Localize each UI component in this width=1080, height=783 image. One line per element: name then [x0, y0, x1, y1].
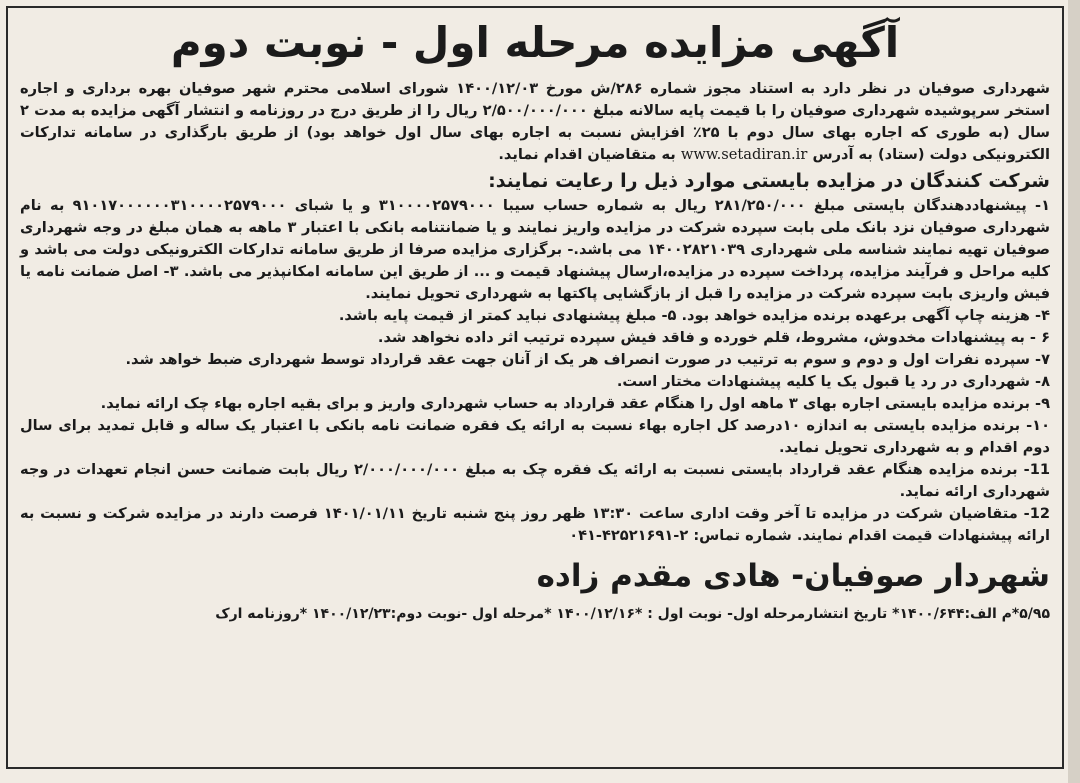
condition-item: ۶ - به پیشنهادات مخدوش، مشروط، قلم خورده و فاقد فیش سپرده ترتیب اثر داده نخواهد شد. [377, 329, 1050, 346]
condition-item: ۱۰- برنده مزایده بایستی به اندازه ۱۰درصد کل اجاره بهاء نسبت به ارائه یک فقره ضمانت نامه بانکی با اعتبار یک ساله و قابل تمدید برای سال دوم اقدام و به شهرداری تحویل نماید. [20, 417, 1050, 456]
condition-item: ۸- شهرداری در رد یا قبول یک یا کلیه پیشنهادات مختار است. [616, 373, 1050, 390]
condition-item: ۷- سپرده نفرات اول و دوم و سوم به ترتیب در صورت انصراف هر یک از آنان جهت عقد قرارداد توسط شهرداری ضبط خواهد شد. [125, 351, 1050, 368]
condition-item: 11- برنده مزایده هنگام عقد قرارداد بایستی نسبت به ارائه یک فقره چک به مبلغ ۲/۰۰۰/۰۰۰/۰۰۰ ریال بابت ضمانت حسن انجام تعهدات در وجه شهرداری ارائه نماید. [20, 461, 1051, 500]
conditions-list [20, 195, 1050, 547]
publication-footer: ۵/۹۵*م الف:۱۴۰۰/۶۴۴* تاریخ انتشارمرحله اول- نوبت اول : *۱۴۰۰/۱۲/۱۶ *مرحله اول -نوبت دوم:۱۴۰۰/۱۲/۲۳ *روزنامه ارک [215, 606, 1050, 622]
page-edge [1068, 0, 1080, 783]
condition-item: ۹- برنده مزایده بایستی اجاره بهای ۳ ماهه اول را هنگام عقد قرارداد به حساب شهرداری واریز و برای بقیه اجاره بهاء چک ارائه نماید. [100, 395, 1050, 412]
mayor-signature: شهردار صوفیان- هادی مقدم زاده [536, 558, 1050, 594]
setad-url: www.setadiran.ir [680, 146, 808, 163]
condition-item: ۱- پیشنهاددهندگان بایستی مبلغ ۲۸۱/۲۵۰/۰۰۰ ریال به شماره حساب سیبا ۳۱۰۰۰۰۲۵۷۹۰۰۰ و یا شبای ۹۱۰۱۷۰۰۰۰۰۰۳۱۰۰۰۰۲۵۷۹۰۰۰ به نام شهرداری صوفیان نزد بانک ملی بابت سپرده شرکت در مزایده واریز نمایند و یا ضمانتنامه بانکی با اعتبار ۳ ماهه به همان مبلغ در وجه شهرداری صوفیان تهیه نمایند شناسه ملی شهرداری ۱۴۰۰۲۸۲۱۰۳۹ می باشد.- برگزاری مزایده صرفا از طریق سامانه تدارکات الکترونیکی دولت می باشد و کلیه مراحل و فرآیند مزایده، پرداخت سپرده در مزایده،ارسال پیشنهاد قیمت و ... از طریق این سامانه امکانپذیر می باشد. ۳- اصل ضمانت نامه یا فیش واریزی بابت سپرده شرکت در مزایده را قبل از بازگشایی پاکتها به شهرداری تحویل نمایند. [20, 197, 1050, 302]
ad-title: آگهی مزایده مرحله اول - نوبت دوم [170, 18, 900, 67]
conditions-heading: شرکت کنندگان در مزایده بایستی موارد ذیل را رعایت نمایند: [488, 170, 1050, 192]
intro-end: به متقاضیان اقدام نماید. [498, 146, 676, 163]
intro-paragraph [20, 78, 1050, 166]
intro-text: شهرداری صوفیان در نظر دارد به استناد مجوز شماره ۲۸۶/ش مورخ ۱۴۰۰/۱۲/۰۳ شورای اسلامی محترم شهر صوفیان بهره برداری و اجاره استخر سرپوشیده شهرداری صوفیان را با قیمت پایه سالانه مبلغ ۲/۵۰۰/۰۰۰/۰۰۰ ریال را از طریق درج در روزنامه و انتشار آگهی مزایده به مدت ۲ سال (به طوری که اجاره بهای سال دوم با ۲۵٪ افزایش نسبت به اجاره بهای سال اول خواهد بود) از طریق بارگذاری در سامانه تدارکات الکترونیکی دولت (ستاد) به آدرس [20, 80, 1050, 163]
condition-item: 12- متقاضیان شرکت در مزایده تا آخر وقت اداری ساعت ۱۳:۳۰ ظهر روز پنج شنبه تاریخ ۱۴۰۱/۰۱/۱۱ فرصت دارند در مزایده شرکت و نسبت به ارائه پیشنهادات قیمت اقدام نمایند. شماره تماس: ۲-۴۲۵۲۱۶۹۱-۰۴۱ [20, 505, 1051, 544]
condition-item: ۴- هزینه چاپ آگهی برعهده برنده مزایده خواهد بود. ۵- مبلغ پیشنهادی نباید کمتر از قیمت پایه باشد. [338, 307, 1050, 324]
ad-content [20, 14, 1050, 625]
